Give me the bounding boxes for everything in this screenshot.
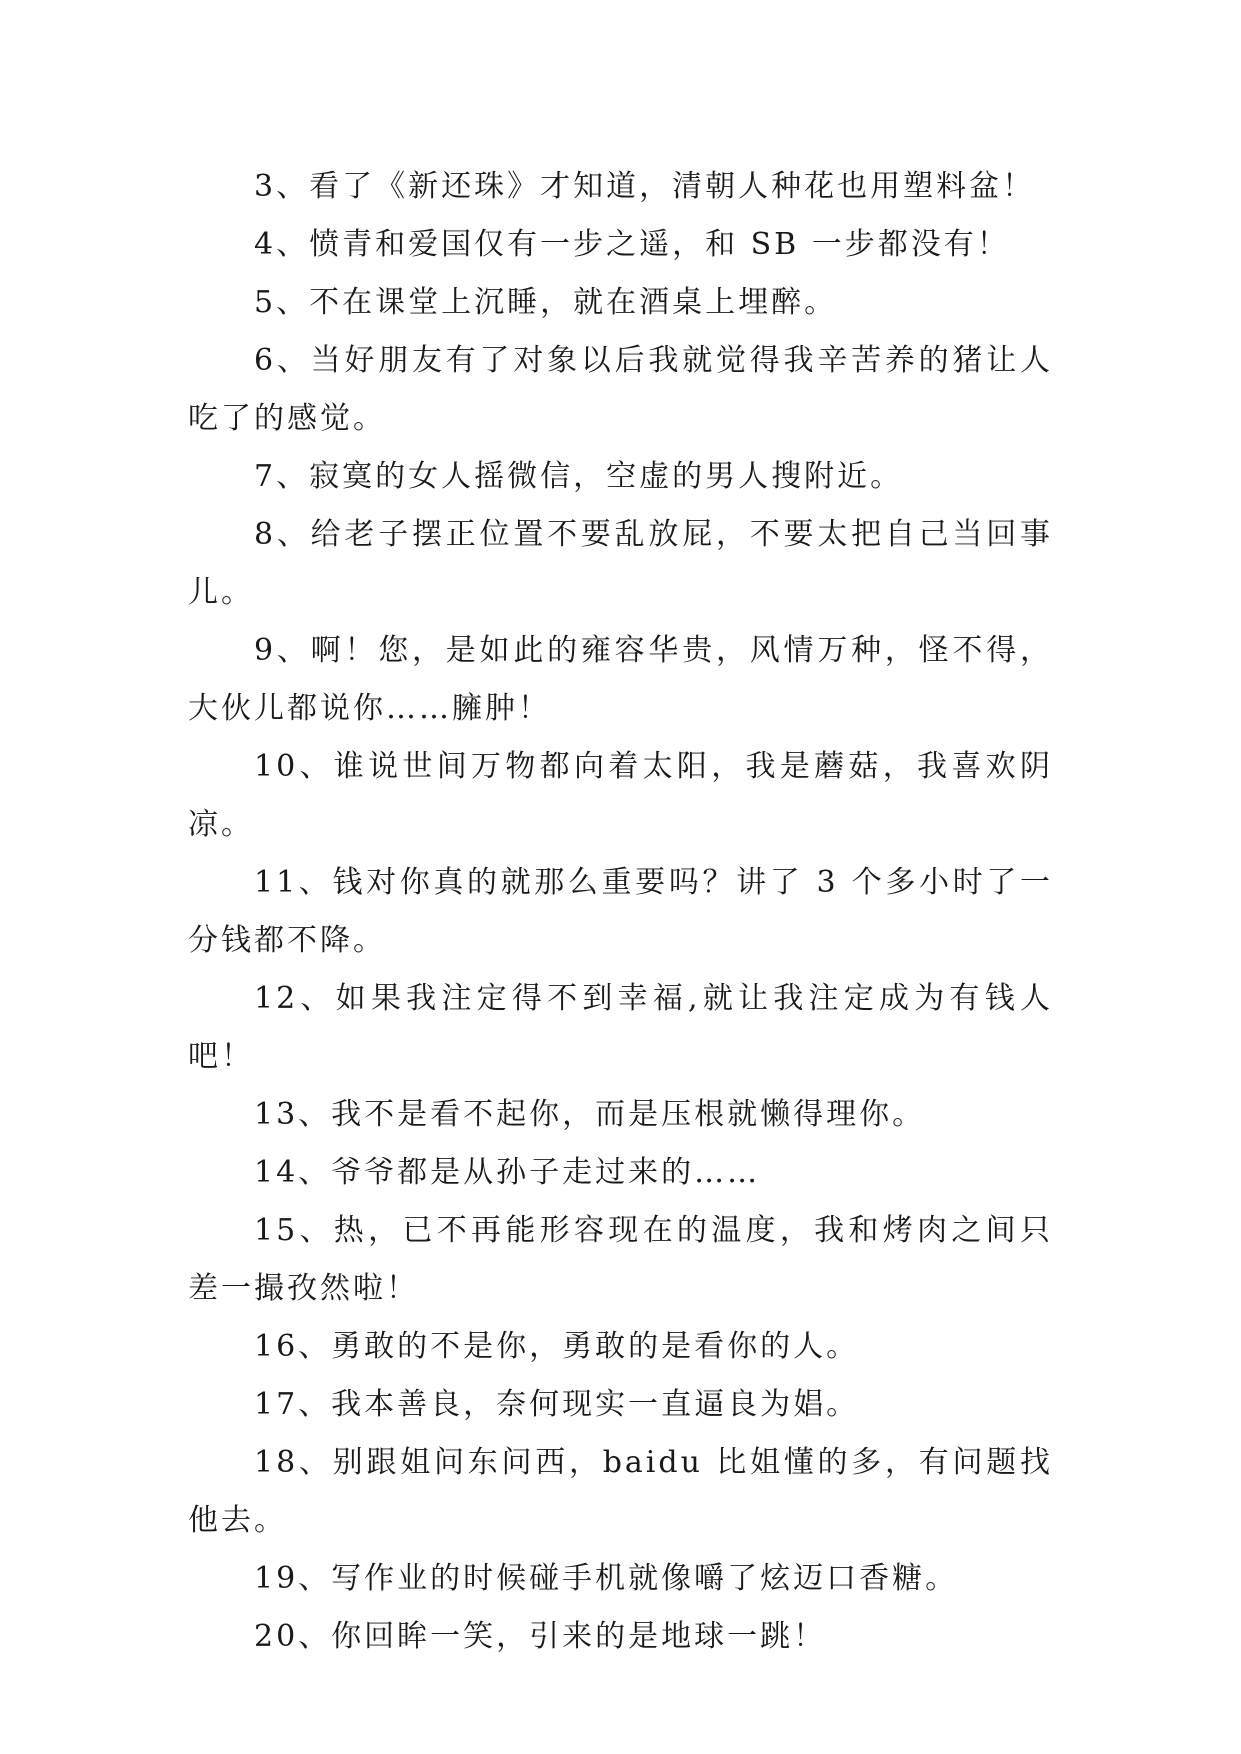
paragraph-17: 17、我本善良，奈何现实一直逼良为娼。: [254, 1387, 860, 1422]
paragraph-3: 3、看了《新还珠》才知道，清朝人种花也用塑料盆！: [254, 169, 1036, 204]
paragraph-15: 15、热，已不再能形容现在的温度，我和烤肉之间只差一撮孜然啦！: [188, 1213, 1053, 1306]
paragraph-19: 19、写作业的时候碰手机就像嚼了炫迈口香糖。: [254, 1561, 959, 1596]
paragraph-18: 18、别跟姐问东问西，baidu 比姐懂的多，有问题找他去。: [188, 1445, 1053, 1538]
paragraph-9: 9、啊！您，是如此的雍容华贵，风情万种，怪不得，大伙儿都说你……臃肿！: [188, 633, 1053, 726]
paragraph-12: 12、如果我注定得不到幸福,就让我注定成为有钱人吧！: [188, 981, 1053, 1074]
document-body: [188, 158, 1053, 1666]
paragraph-13: 13、我不是看不起你，而是压根就懒得理你。: [254, 1097, 926, 1132]
paragraph-7: 7、寂寞的女人摇微信，空虚的男人搜附近。: [254, 459, 904, 494]
paragraph-14: 14、爷爷都是从孙子走过来的……: [254, 1155, 761, 1190]
paragraph-10: 10、谁说世间万物都向着太阳，我是蘑菇，我喜欢阴凉。: [188, 749, 1053, 842]
paragraph-6: 6、当好朋友有了对象以后我就觉得我辛苦养的猪让人吃了的感觉。: [188, 343, 1053, 436]
paragraph-8: 8、给老子摆正位置不要乱放屁，不要太把自己当回事儿。: [188, 517, 1053, 610]
paragraph-11: 11、钱对你真的就那么重要吗？讲了 3 个多小时了一分钱都不降。: [188, 865, 1053, 958]
paragraph-5: 5、不在课堂上沉睡，就在酒桌上埋醉。: [254, 285, 838, 320]
paragraph-16: 16、勇敢的不是你，勇敢的是看你的人。: [254, 1329, 860, 1364]
paragraph-4: 4、愤青和爱国仅有一步之遥，和 SB 一步都没有！: [254, 227, 1010, 262]
paragraph-20: 20、你回眸一笑，引来的是地球一跳！: [254, 1619, 827, 1654]
